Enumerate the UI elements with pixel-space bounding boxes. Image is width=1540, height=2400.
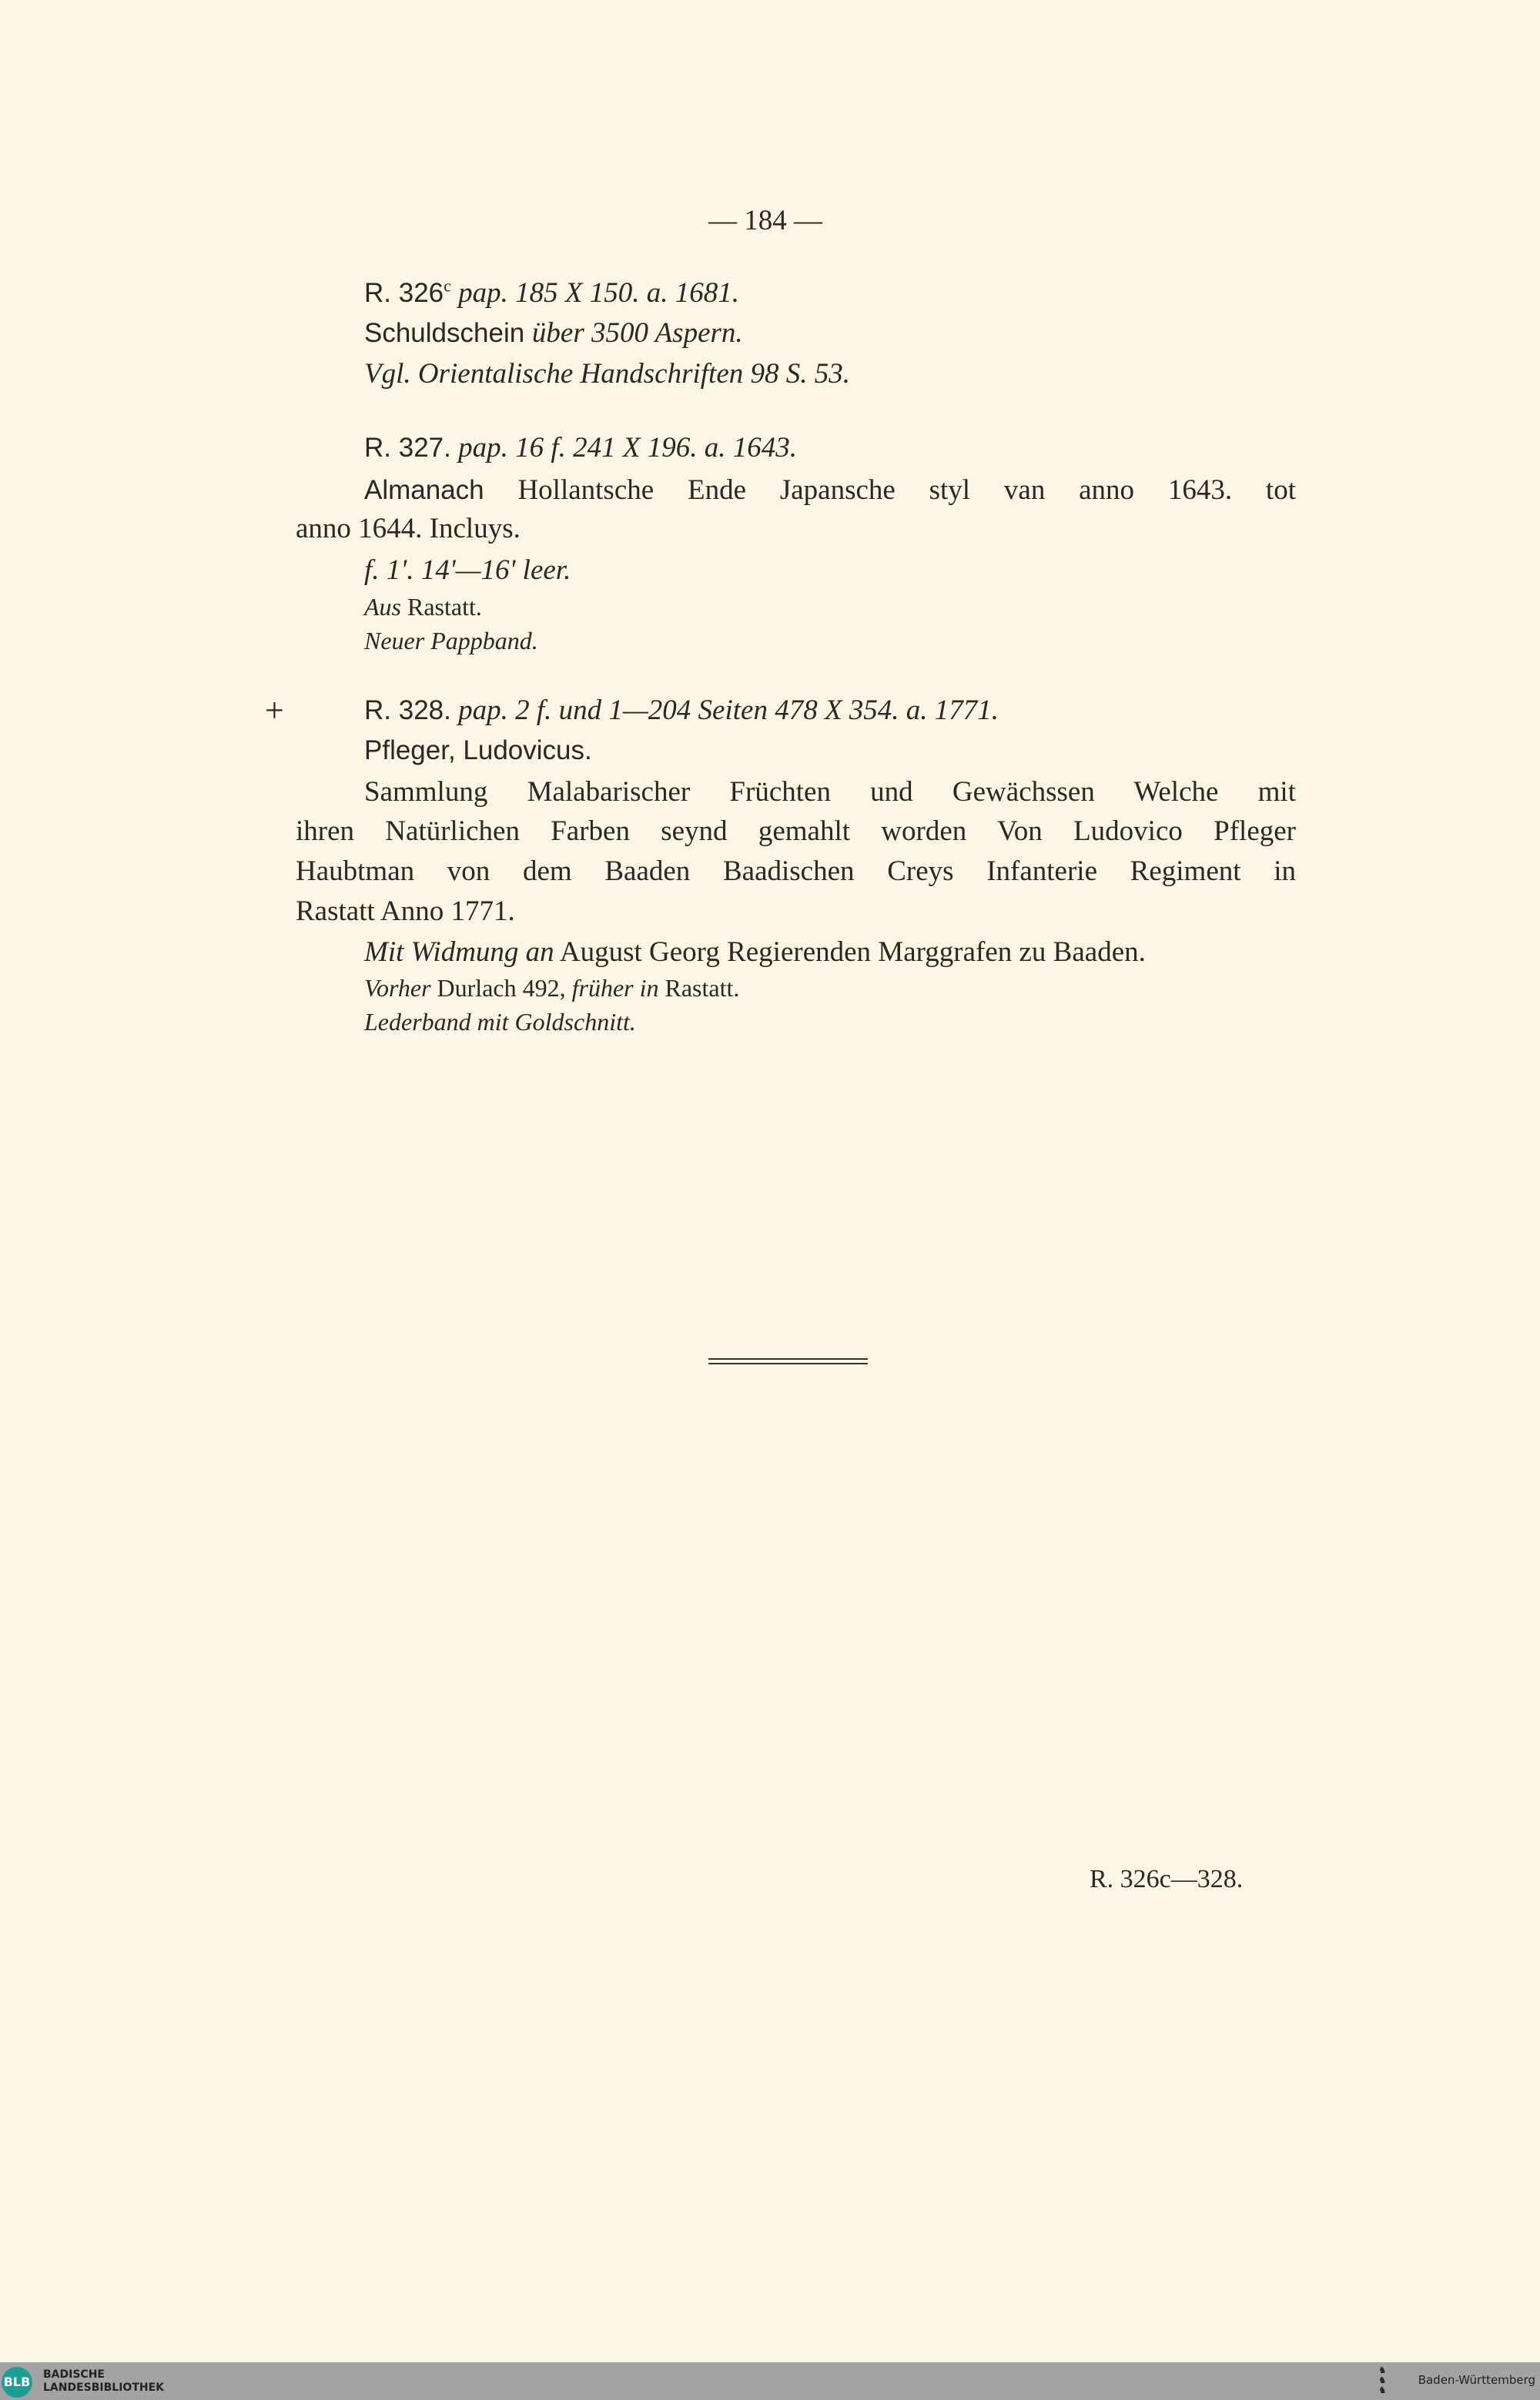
blb-logo[interactable]: BLB: [2, 2367, 32, 2398]
heading-details: pap. 16 f. 241 X 196. a. 1643.: [450, 432, 797, 464]
entry-328-dedication: [364, 936, 1146, 969]
dedication-italic: Mit Widmung an: [364, 936, 554, 968]
entry-327-heading: [364, 432, 797, 465]
entry-327-title-line2: anno 1644. Incluys.: [296, 513, 521, 544]
lion-crest-icon: ♞ ♞ ♞: [1378, 2365, 1387, 2395]
baden-wuerttemberg-label[interactable]: Baden-Württemberg: [1418, 2373, 1535, 2387]
entry-328-author: Pfleger, Ludovicus.: [364, 735, 592, 765]
entry-328-title-line: Rastatt Anno 1771.: [296, 895, 515, 927]
entry-328-title-line: ihren Natürlichen Farben seynd gemahlt worden Von Ludovico Pfleger: [296, 815, 1296, 847]
entry-328-provenance: [364, 974, 739, 1003]
heading-details: pap. 2 f. und 1—204 Seiten 478 X 354. a. 1771.: [450, 695, 999, 726]
blb-name[interactable]: [43, 2368, 164, 2395]
entry-327-binding: Neuer Pappband.: [364, 627, 538, 654]
double-rule-top: [708, 1358, 868, 1360]
entry-327-note-leaves: f. 1'. 14'—16' leer.: [364, 554, 571, 586]
double-rule-bottom: [708, 1363, 868, 1364]
provenance-italic: Vorher: [364, 974, 431, 1002]
shelfmark: R. 326: [364, 278, 444, 308]
entry-327-title-line1: [364, 474, 1296, 507]
shelfmark-suffix: c: [444, 276, 451, 296]
provenance-place: Rastatt.: [401, 593, 482, 621]
entry-326c-heading: [364, 277, 739, 310]
entry-328-title-line: Haubtman von dem Baaden Baadischen Creys Infanterie Regiment in: [296, 855, 1296, 887]
entry-328-title-line: Sammlung Malabarischer Früchten und Gewächssen Welche mit: [364, 776, 1296, 808]
blb-name-line1: BADISCHE: [43, 2368, 105, 2381]
footer-bar: [0, 2362, 1540, 2400]
title-text: Hollantsche Ende Japansche styl van anno 1643. tot: [484, 474, 1296, 506]
entry-326c-title: [364, 317, 743, 350]
provenance-italic: früher in: [571, 974, 659, 1002]
blb-name-line2: LANDESBIBLIOTHEK: [43, 2382, 165, 2394]
plus-marker: +: [265, 691, 284, 729]
entry-328-binding: Lederband mit Goldschnitt.: [364, 1008, 636, 1036]
provenance-italic: Aus: [364, 593, 401, 621]
heading-details: pap. 185 X 150. a. 1681.: [450, 277, 739, 309]
entry-328-heading: [364, 695, 999, 728]
title-italic: über 3500 Aspern.: [531, 317, 743, 349]
footer-shelfmark-range: R. 326c—328.: [1090, 1865, 1244, 1893]
page-number: — 184 —: [708, 205, 822, 236]
shelfmark: R. 327.: [364, 433, 451, 463]
title-first-word: Almanach: [364, 475, 484, 505]
provenance-text: Rastatt.: [658, 974, 740, 1002]
entry-326c-note: Vgl. Orientalische Handschriften 98 S. 53.: [364, 358, 850, 390]
title-text: Schuldschein: [364, 318, 532, 348]
dedication-text: August Georg Regierenden Marggrafen zu Baaden.: [554, 936, 1146, 968]
provenance-text: Durlach 492,: [430, 974, 572, 1002]
entry-327-provenance: [364, 593, 482, 621]
shelfmark: R. 328.: [364, 695, 451, 725]
